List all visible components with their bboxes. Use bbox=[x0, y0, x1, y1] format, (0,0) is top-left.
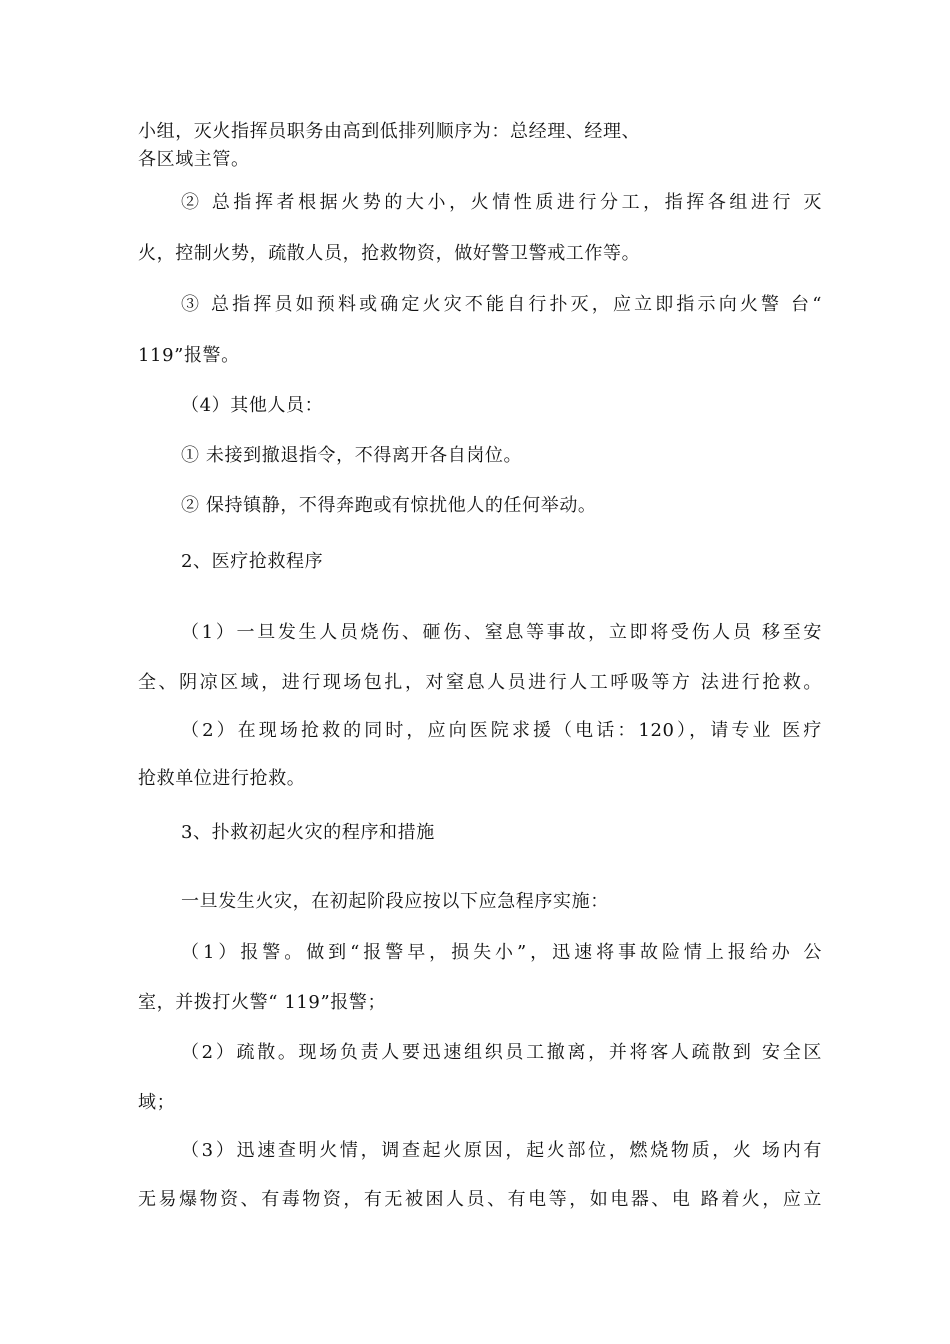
list-item-1: ① 未接到撤退指令，不得离开各自岗位。 bbox=[181, 445, 523, 466]
paragraph-line-19: （2）疏散。现场负责人要迅速组织员工撤离，并将客人疏散到 安全区 bbox=[181, 1042, 822, 1063]
paragraph-line-14: 抢救单位进行抢救。 bbox=[138, 768, 306, 789]
list-heading-other-staff: （4）其他人员： bbox=[181, 395, 324, 416]
paragraph-line-1: 小组，灭火指挥员职务由高到低排列顺序为：总经理、经理、 bbox=[138, 121, 641, 142]
paragraph-line-13: （2）在现场抢救的同时，应向医院求援（电话：120），请专业 医疗 bbox=[181, 720, 822, 741]
paragraph-line-20: 域； bbox=[138, 1092, 176, 1113]
list-item-2: ② 保持镇静，不得奔跑或有惊扰他人的任何举动。 bbox=[181, 495, 597, 516]
paragraph-line-18: 室，并拨打火警“ 119”报警； bbox=[138, 992, 387, 1013]
paragraph-line-21: （3）迅速查明火情，调查起火原因，起火部位，燃烧物质，火 场内有 bbox=[181, 1140, 822, 1161]
paragraph-line-17: （1）报警。做到“报警早，损失小”，迅速将事故险情上报给办 公 bbox=[181, 942, 822, 963]
paragraph-line-6: 119”报警。 bbox=[138, 345, 240, 366]
paragraph-line-22: 无易爆物资、有毒物资，有无被困人员、有电等，如电器、电 路着火，应立 bbox=[138, 1189, 822, 1210]
paragraph-line-16: 一旦发生火灾，在初起阶段应按以下应急程序实施： bbox=[181, 891, 609, 912]
section-heading-fire: 3、扑救初起火灾的程序和措施 bbox=[181, 822, 435, 843]
paragraph-line-4: 火，控制火势，疏散人员，抢救物资，做好警卫警戒工作等。 bbox=[138, 243, 641, 264]
paragraph-line-5: ③ 总指挥员如预料或确定火灾不能自行扑灭，应立即指示向火警 台“ bbox=[181, 294, 822, 315]
paragraph-line-12: 全、阴凉区域，进行现场包扎，对窒息人员进行人工呼吸等方 法进行抢救。 bbox=[138, 672, 822, 693]
paragraph-line-2: 各区域主管。 bbox=[138, 149, 250, 170]
section-heading-medical: 2、医疗抢救程序 bbox=[181, 551, 324, 572]
paragraph-line-3: ② 总指挥者根据火势的大小，火情性质进行分工，指挥各组进行 灭 bbox=[181, 192, 822, 213]
paragraph-line-11: （1）一旦发生人员烧伤、砸伤、窒息等事故，立即将受伤人员 移至安 bbox=[181, 622, 822, 643]
